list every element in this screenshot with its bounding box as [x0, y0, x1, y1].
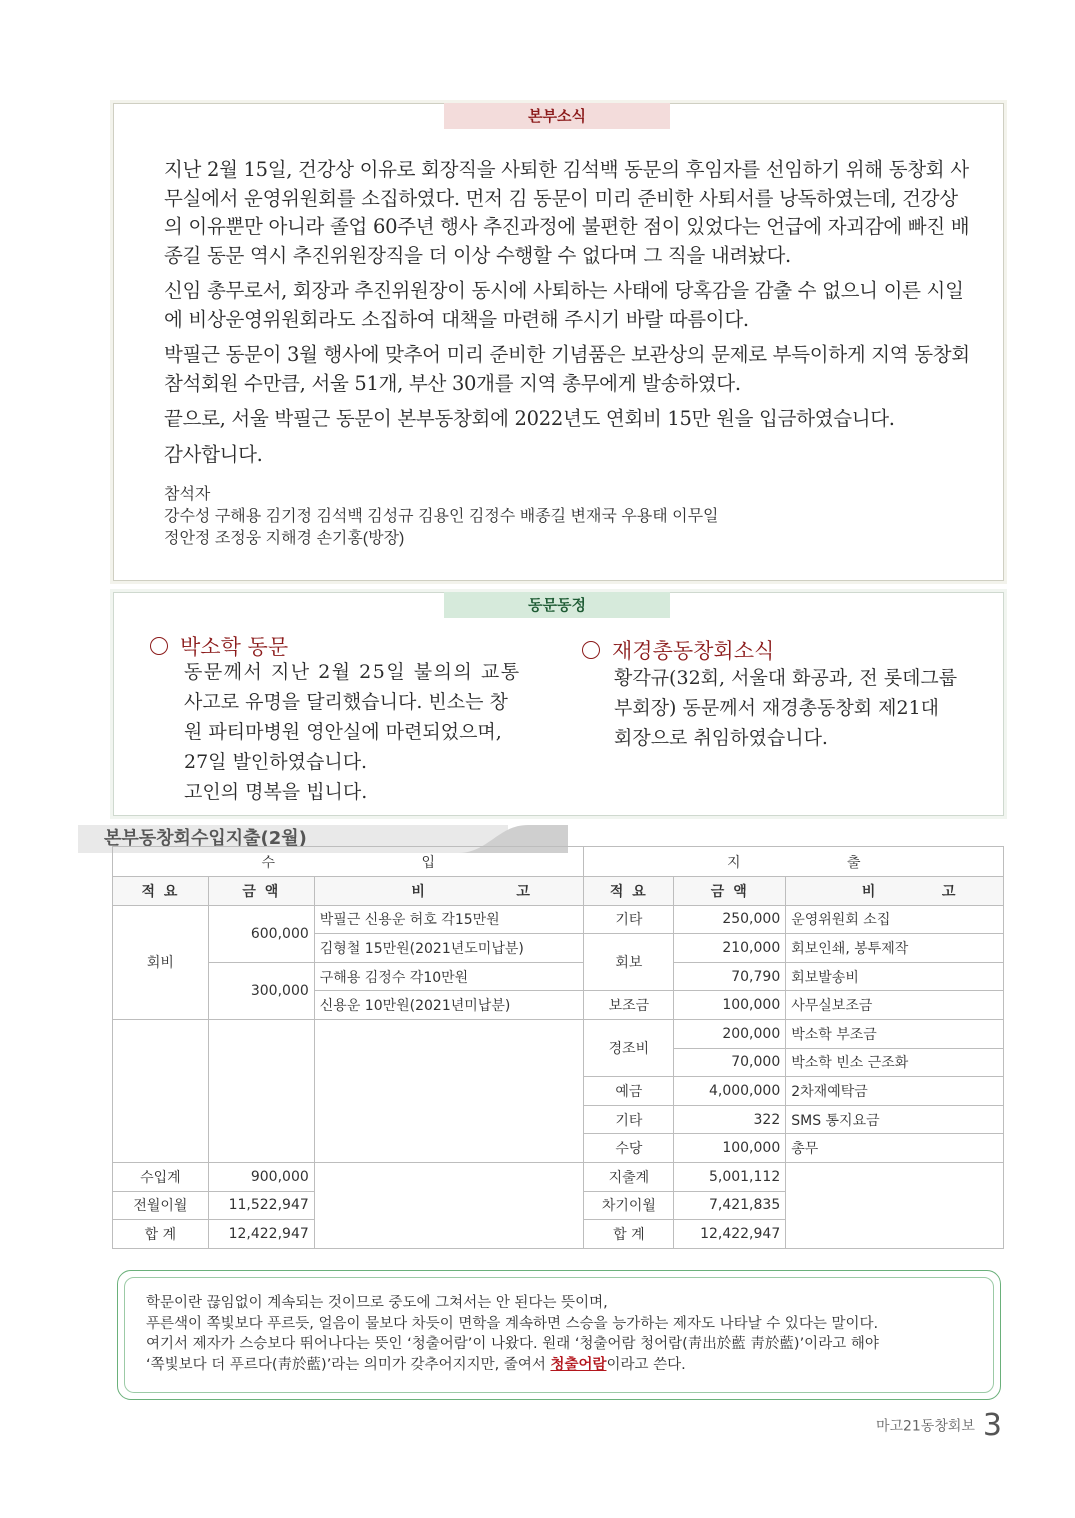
idiom-box [117, 1270, 1001, 1400]
expense-total-label: 지출계 [584, 1162, 674, 1191]
income-amount: 300,000 [208, 962, 314, 1019]
headquarters-news-tab: 본부소식 [444, 103, 670, 129]
attendees-block [164, 484, 719, 550]
expense-note: 사무실보조금 [786, 991, 1004, 1020]
income-total-label: 수입계 [113, 1162, 209, 1191]
table-subheader-row [113, 877, 1004, 906]
expense-amount: 70,000 [674, 1048, 786, 1077]
empty-cell [314, 1162, 584, 1248]
table-row [113, 962, 1004, 991]
circle-bullet-icon [582, 641, 600, 659]
expense-note: 회보인쇄, 봉투제작 [786, 934, 1004, 963]
income-header: 수 입 [113, 847, 584, 877]
income-amount: 600,000 [208, 905, 314, 962]
notice-paragraph: 감사합니다. [164, 442, 263, 466]
empty-cell [314, 1019, 584, 1162]
notice-paragraph: 지난 2월 15일, 건강상 이유로 회장직을 사퇴한 김석백 동문의 후임자를 선임하기 위해 동창회 사무실에서 운영위원회를 소집하였다. 먼저 김 동문이 미리 준비한 사퇴서를 낭독하였는데, 건강상의 이유뿐만 아니라 졸업 60주년 행사 추진과정에 불편한 점이 있었다는 언급에 자괴감에 빠진 배종길 동문 역시 추진위원장직을 더 이상 수행할 수 없다며 그 직을 내려놨다. [164, 158, 970, 267]
income-sum-label: 합 계 [113, 1220, 209, 1249]
income-note: 박필근 신용운 허호 각15만원 [314, 905, 584, 934]
expense-item: 기타 [584, 905, 674, 934]
news-left-title: 박소학 동문 [150, 631, 288, 661]
expense-amount: 100,000 [674, 1134, 786, 1163]
highlighted-term: 청출어람 [550, 1356, 607, 1373]
expense-amount: 322 [674, 1105, 786, 1134]
expense-note: 회보발송비 [786, 962, 1004, 991]
income-note: 김형철 15만원(2021년도미납분) [314, 934, 584, 963]
income-total: 900,000 [208, 1162, 314, 1191]
page-footer [876, 1408, 1002, 1443]
expense-amount: 4,000,000 [674, 1077, 786, 1106]
expense-note: SMS 통지요금 [786, 1105, 1004, 1134]
income-note: 신용운 10만원(2021년미납분) [314, 991, 584, 1020]
table-row [113, 1019, 1004, 1048]
notice-body [164, 156, 974, 476]
expense-header: 지 출 [584, 847, 1004, 877]
income-carryover: 11,522,947 [208, 1191, 314, 1220]
publication-name: 마고21동창회보 [875, 1418, 975, 1435]
expense-note: 운영위원회 소집 [786, 905, 1004, 934]
empty-cell [786, 1162, 1004, 1248]
expense-carryover-label: 차기이월 [584, 1191, 674, 1220]
idiom-line: 학문이란 끊임없이 계속되는 것이므로 중도에 그쳐서는 안 된다는 뜻이며, [146, 1295, 608, 1311]
expense-carryover: 7,421,835 [674, 1191, 786, 1220]
table-header-row [113, 847, 1004, 877]
attendees-line: 정안정 조정웅 지해경 손기홍(방장) [164, 530, 405, 547]
expense-item: 예금 [584, 1077, 674, 1106]
expense-item: 보조금 [584, 991, 674, 1020]
attendees-label: 참석자 [164, 486, 211, 503]
expense-item: 수당 [584, 1134, 674, 1163]
income-carryover-label: 전월이월 [113, 1191, 209, 1220]
expense-amount: 70,790 [674, 962, 786, 991]
idiom-line: 푸른색이 쪽빛보다 푸르듯, 얼음이 물보다 차듯이 면학을 계속하면 스승을 능가하는 제자도 나타날 수 있다는 말이다. [146, 1315, 879, 1332]
expense-sum-label: 합 계 [584, 1220, 674, 1249]
expense-item: 기타 [584, 1105, 674, 1134]
page-number: 3 [982, 1408, 1002, 1443]
news-right-title: 재경총동창회소식 [582, 635, 774, 665]
col-note: 비 고 [786, 877, 1004, 906]
expense-note: 박소학 빈소 근조화 [786, 1048, 1004, 1077]
income-sum: 12,422,947 [208, 1220, 314, 1249]
news-left-text: 동문께서 지난 2월 25일 불의의 교통 사고로 유명을 달리했습니다. 빈소는 창 원 파티마병원 영안실에 마련되었으며, 27일 발인하였습니다. 고인의 명복을 빕니다. [184, 661, 521, 803]
news-right-text: 황각규(32회, 서울대 화공과, 전 롯데그룹 부회장) 동문께서 재경총동창회 제21대 회장으로 취임하였습니다. [614, 667, 958, 749]
col-amount: 금 액 [208, 877, 314, 906]
expense-total: 5,001,112 [674, 1162, 786, 1191]
empty-cell [113, 1019, 209, 1162]
income-note: 구해용 김정수 각10만원 [314, 962, 584, 991]
circle-bullet-icon [150, 637, 168, 655]
notice-paragraph: 끝으로, 서울 박필근 동문이 본부동창회에 2022년도 연회비 15만 원을 입금하였습니다. [164, 407, 895, 430]
expense-amount: 250,000 [674, 905, 786, 934]
table-row [113, 905, 1004, 934]
expense-amount: 210,000 [674, 934, 786, 963]
col-note: 비 고 [314, 877, 584, 906]
expense-item: 경조비 [584, 1019, 674, 1076]
expense-sum: 12,422,947 [674, 1220, 786, 1249]
expense-note: 2차재예탁금 [786, 1077, 1004, 1106]
expense-amount: 200,000 [674, 1019, 786, 1048]
col-item: 적 요 [584, 877, 674, 906]
expense-note: 총무 [786, 1134, 1004, 1163]
income-category: 회비 [113, 905, 209, 1019]
expense-note: 박소학 부조금 [786, 1019, 1004, 1048]
finance-table [112, 846, 1004, 1249]
col-item: 적 요 [113, 877, 209, 906]
attendees-line: 강수성 구해용 김기정 김석백 김성규 김용인 김정수 배종길 변재국 우용태 이무일 [164, 508, 719, 525]
headquarters-news-box [113, 103, 1004, 581]
expense-item: 회보 [584, 934, 674, 991]
notice-paragraph: 신임 총무로서, 회장과 추진위원장이 동시에 사퇴하는 사태에 당혹감을 감출 수 없으니 이른 시일에 비상운영위원회라도 소집하여 대책을 마련해 주시기 바랄 따름이다. [164, 279, 964, 331]
idiom-text [146, 1293, 879, 1375]
col-amount: 금 액 [674, 877, 786, 906]
finance-title: 본부동창회수입지출(2월) [78, 825, 508, 853]
notice-paragraph: 박필근 동문이 3월 행사에 맞추어 미리 준비한 기념품은 보관상의 문제로 부득이하게 지역 동창회 참석회원 수만큼, 서울 51개, 부산 30개를 지역 총무에게 발송하였다. [164, 343, 970, 395]
table-row [113, 1162, 1004, 1191]
idiom-line: ‘쪽빛보다 더 푸르다(靑於藍)’라는 의미가 갖추어지지만, 줄여서 청출어람이라고 쓴다. [146, 1356, 686, 1373]
empty-cell [208, 1019, 314, 1162]
expense-amount: 100,000 [674, 991, 786, 1020]
idiom-line: 여기서 제자가 스승보다 뛰어나다는 뜻인 ‘청출어람’이 나왔다. 원래 ‘청출어람 청어람(靑出於藍 靑於藍)’이라고 해야 [146, 1336, 879, 1352]
alumni-news-tab: 동문동정 [444, 592, 670, 618]
alumni-news-box [113, 592, 1004, 816]
